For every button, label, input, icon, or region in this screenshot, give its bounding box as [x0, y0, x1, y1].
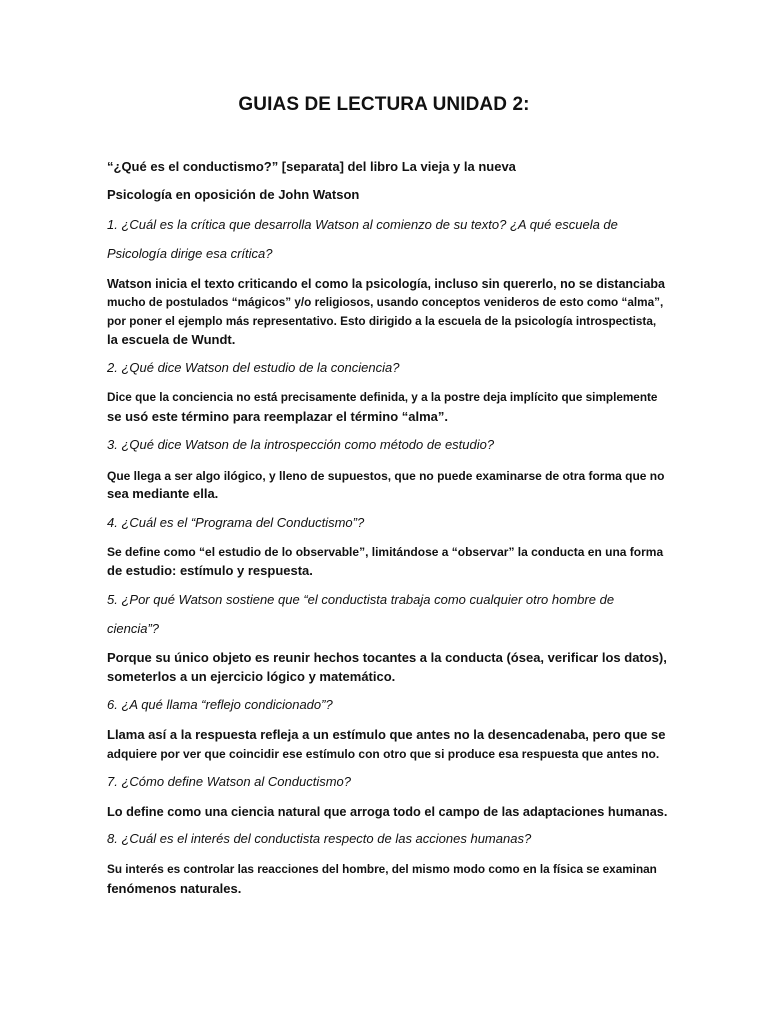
answer-6-line-1: Llama así a la respuesta refleja a un estímulo que antes no la desencadenaba, pero que se: [107, 727, 666, 742]
question-5-line-1: 5. ¿Por qué Watson sostiene que “el conductista trabaja como cualquier otro hombre de: [107, 592, 615, 607]
question-1-line-1: 1. ¿Cuál es la crítica que desarrolla Watson al comienzo de su texto? ¿A qué escuela de: [107, 217, 618, 232]
answer-2-line-2: se usó este término para reemplazar el término “alma”.: [107, 409, 449, 424]
heading-line-1: “¿Qué es el conductismo?” [separata] del libro La vieja y la nueva: [107, 159, 516, 174]
question-2: 2. ¿Qué dice Watson del estudio de la conciencia?: [107, 360, 400, 375]
answer-5-line-2: someterlos a un ejercicio lógico y matemático.: [107, 669, 396, 684]
answer-8-line-1: Su interés es controlar las reacciones del hombre, del mismo modo como en la física se examinan: [107, 863, 657, 876]
question-7: 7. ¿Cómo define Watson al Conductismo?: [107, 774, 351, 789]
heading-line-2: Psicología en oposición de John Watson: [107, 187, 360, 202]
question-3: 3. ¿Qué dice Watson de la introspección como método de estudio?: [107, 437, 495, 452]
page-title: GUIAS DE LECTURA UNIDAD 2:: [238, 94, 530, 115]
answer-1-line-1: Watson inicia el texto criticando el como la psicología, incluso sin quererlo, no se distanciaba: [107, 277, 666, 291]
answer-8-line-2: fenómenos naturales.: [107, 881, 242, 896]
question-8: 8. ¿Cuál es el interés del conductista respecto de las acciones humanas?: [107, 831, 532, 846]
answer-6-line-2: adquiere por ver que coincidir ese estímulo con otro que si produce esa respuesta que antes no.: [107, 747, 660, 761]
question-6: 6. ¿A qué llama “reflejo condicionado”?: [107, 697, 333, 712]
answer-4-line-2: de estudio: estímulo y respuesta.: [107, 563, 313, 578]
question-4: 4. ¿Cuál es el “Programa del Conductismo”?: [107, 515, 365, 530]
question-5-line-2: ciencia”?: [107, 621, 160, 636]
answer-1-line-3: por poner el ejemplo más representativo. Esto dirigido a la escuela de la psicología introspectista,: [107, 315, 657, 328]
answer-5-line-1: Porque su único objeto es reunir hechos tocantes a la conducta (ósea, verificar los datos),: [107, 650, 667, 665]
answer-2-line-1: Dice que la conciencia no está precisamente definida, y a la postre deja implícito que simplemente: [107, 391, 658, 404]
answer-1-line-2: mucho de postulados “mágicos” y/o religiosos, usando conceptos venideros de esto como “alma”,: [107, 296, 664, 309]
answer-3-line-1: Que llega a ser algo ilógico, y lleno de supuestos, que no puede examinarse de otra forma que no: [107, 469, 665, 483]
answer-3-line-2: sea mediante ella.: [107, 486, 219, 501]
answer-1-line-4: la escuela de Wundt.: [107, 332, 236, 347]
question-1-line-2: Psicología dirige esa crítica?: [107, 246, 273, 261]
answer-4-line-1: Se define como “el estudio de lo observable”, limitándose a “observar” la conducta en una forma: [107, 545, 664, 559]
answer-7: Lo define como una ciencia natural que arroga todo el campo de las adaptaciones humanas.: [107, 804, 668, 819]
